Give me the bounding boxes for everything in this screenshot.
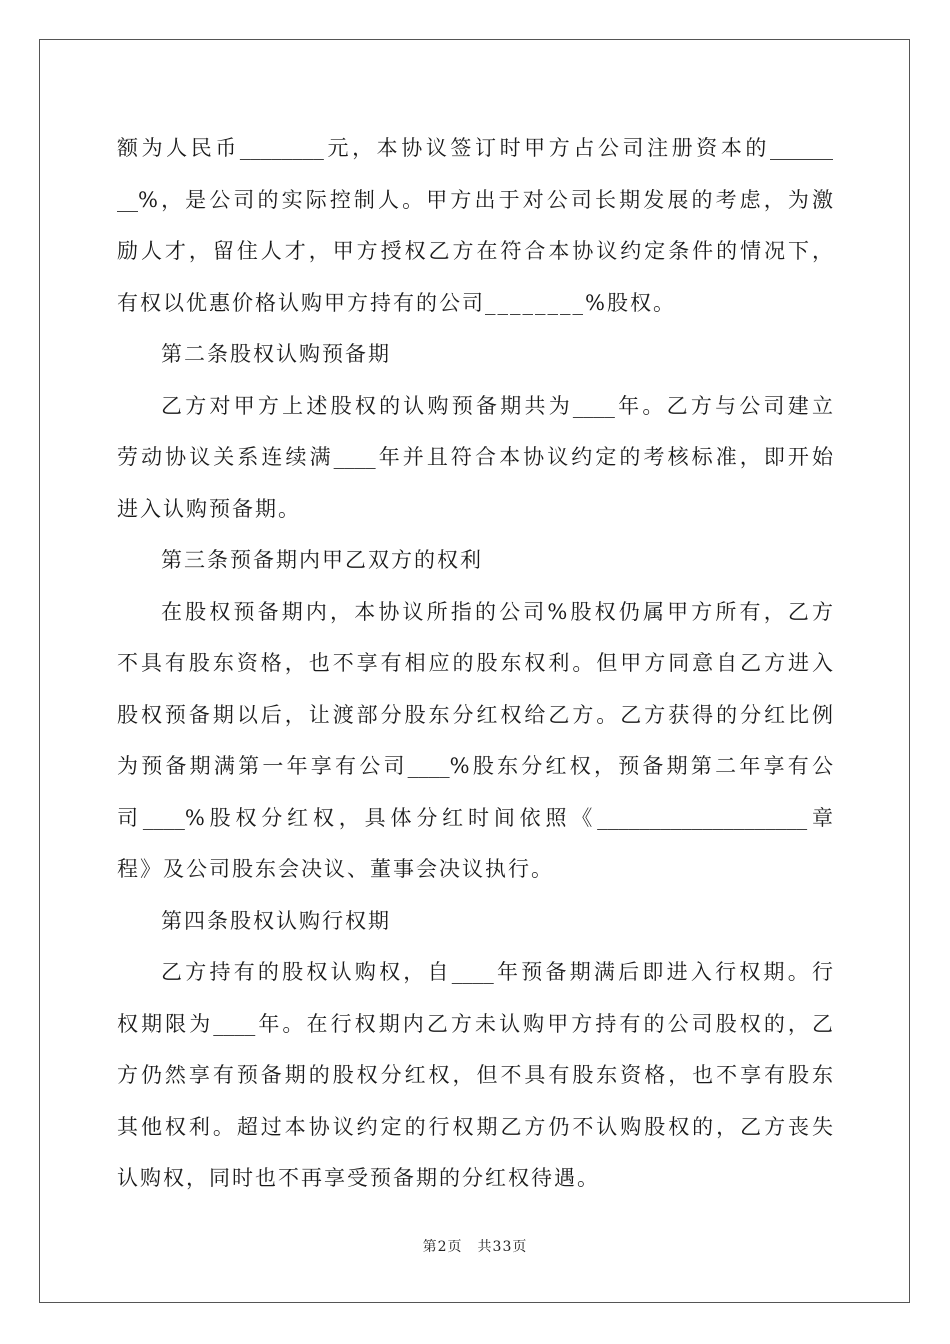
paragraph-line: 劳动协议关系连续满____年并且符合本协议约定的考核标准，即开始: [117, 445, 833, 469]
section-heading: 第四条股权认购行权期: [161, 908, 391, 933]
page-number: 第2页 共33页: [422, 1239, 528, 1255]
paragraph-line: 其他权利。超过本协议约定的行权期乙方仍不认购股权的，乙方丧失: [117, 1114, 833, 1139]
paragraph-line: 为预备期满第一年享有公司____%股东分红权，预备期第二年享有公: [117, 754, 833, 778]
paragraph-line: 方仍然享有预备期的股权分红权，但不具有股东资格，也不享有股东: [117, 1063, 833, 1087]
paragraph-line: 权期限为____年。在行权期内乙方未认购甲方持有的公司股权的，乙: [117, 1011, 833, 1036]
paragraph-line: 程》及公司股东会决议、董事会决议执行。: [117, 857, 554, 881]
paragraph-line: 股权预备期以后，让渡部分股东分红权给乙方。乙方获得的分红比例: [117, 702, 833, 727]
paragraph-line: 认购权，同时也不再享受预备期的分红权待遇。: [117, 1166, 600, 1190]
paragraph-line: 在股权预备期内，本协议所指的公司%股权仍属甲方所有，乙方: [161, 599, 833, 624]
section-heading: 第三条预备期内甲乙双方的权利: [161, 548, 483, 572]
section-heading: 第二条股权认购预备期: [161, 342, 391, 366]
document-body: [117, 128, 833, 1210]
paragraph-line: 司____%股权分红权，具体分红时间依照《____________________章: [117, 805, 833, 830]
paragraph-line: 额为人民币________元，本协议签订时甲方占公司注册资本的______: [117, 136, 833, 160]
paragraph-line: 有权以优惠价格认购甲方持有的公司________%股权。: [117, 290, 676, 315]
paragraph-line: __%，是公司的实际控制人。甲方出于对公司长期发展的考虑，为激: [117, 187, 833, 212]
paragraph-line: 不具有股东资格，也不享有相应的股东权利。但甲方同意自乙方进入: [117, 651, 833, 675]
paragraph-line: 乙方对甲方上述股权的认购预备期共为____年。乙方与公司建立: [161, 393, 833, 418]
paragraph-line: 进入认购预备期。: [117, 496, 301, 521]
paragraph-line: 励人才，留住人才，甲方授权乙方在符合本协议约定条件的情况下，: [117, 239, 833, 263]
paragraph-line: 乙方持有的股权认购权，自____年预备期满后即进入行权期。行: [161, 960, 833, 984]
